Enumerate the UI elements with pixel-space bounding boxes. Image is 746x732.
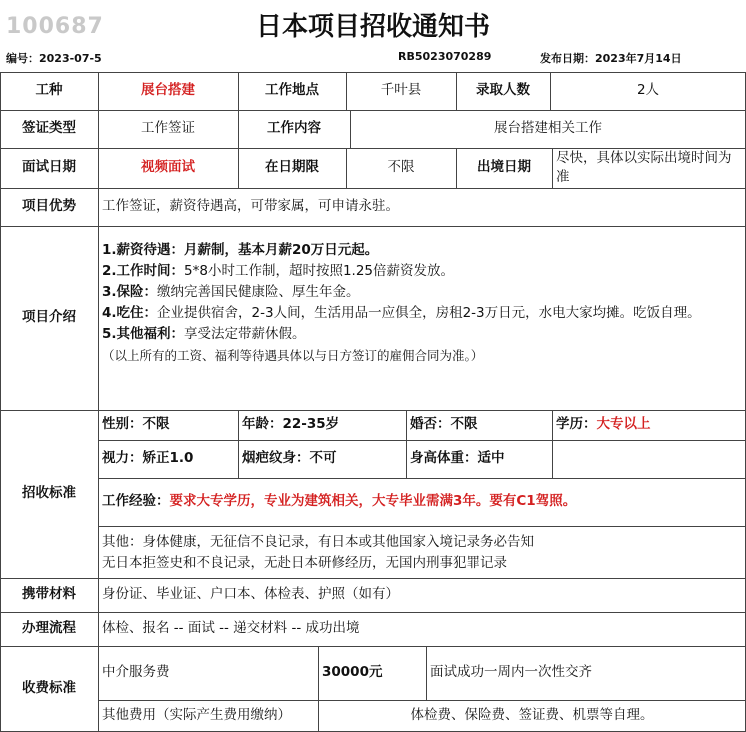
intro-welfare-head: 5.其他福利：	[102, 326, 185, 342]
interview-date-value: 视频面试	[141, 159, 195, 176]
intro-welfare	[102, 324, 742, 345]
watermark: 100687	[6, 14, 104, 39]
interview-date-label: 面试日期	[22, 159, 76, 176]
advantage-text: 工作签证，薪资待遇高，可带家属，可申请永驻。	[102, 198, 399, 215]
fees-other: 其他费用（实际产生费用缴纳）	[102, 706, 291, 723]
criteria-education	[552, 410, 746, 440]
intro-note: （以上所有的工资、福利等待遇具体以与日方签订的雇佣合同为准。）	[102, 348, 484, 363]
intro-food	[102, 303, 742, 324]
criteria-marital: 婚否：不限	[410, 416, 478, 433]
stay-period-label: 在日期限	[265, 159, 319, 176]
publish-date: 发布日期：2023年7月14日	[540, 52, 682, 65]
criteria-vision: 视力：矫正1.0	[102, 450, 194, 467]
work-type-label: 工种	[35, 82, 63, 99]
criteria-age: 年龄：22-35岁	[242, 416, 340, 433]
intro-salary: 1.薪资待遇：月薪制，基本月薪20万日元起。	[102, 242, 379, 258]
fees-other-note: 体检费、保险费、签证费、机票等自理。	[410, 706, 654, 723]
departure-date-label: 出境日期	[477, 159, 531, 176]
intro-content	[102, 240, 742, 366]
process-text: 体检、报名 -- 面试 -- 递交材料 -- 成功出境	[102, 620, 360, 637]
work-location-label: 工作地点	[265, 82, 319, 99]
visa-type-value: 工作签证	[141, 120, 195, 137]
document-number: 编号：2023-07-5	[6, 52, 102, 65]
work-content-label: 工作内容	[267, 120, 321, 137]
criteria-other-line1: 其他：身体健康，无征信不良记录，有日本或其他国家入境记录务必告知	[102, 534, 534, 550]
criteria-experience-value: 要求大专学历，专业为建筑相关，大专毕业需满3年。要有C1驾照。	[169, 493, 577, 510]
stay-period-value: 不限	[387, 159, 415, 176]
criteria-education-value: 大专以上	[596, 416, 651, 433]
criteria-tattoo: 烟疤纹身：不可	[242, 450, 337, 467]
criteria-experience	[98, 478, 746, 526]
fees-agency-note: 面试成功一周内一次性交齐	[430, 664, 592, 681]
intro-insurance-text: 缴纳完善国民健康险、厚生年金。	[157, 284, 360, 300]
advantage-label: 项目优势	[22, 198, 76, 215]
criteria-experience-head: 工作经验：	[102, 493, 170, 510]
work-type-value: 展台搭建	[141, 82, 195, 99]
criteria-gender: 性别：不限	[102, 416, 170, 433]
departure-date-value: 尽快，具体以实际出境时间为准	[556, 150, 732, 185]
work-content-value: 展台搭建相关工作	[494, 120, 602, 137]
page-title: 日本项目招收通知书	[255, 12, 490, 42]
intro-insurance	[102, 282, 742, 303]
intro-hours-text: 5*8小时工作制，超时按照1.25倍薪资发放。	[184, 263, 455, 279]
intro-welfare-text: 享受法定带薪休假。	[184, 326, 306, 342]
table-border	[552, 440, 553, 478]
visa-type-label: 签证类型	[22, 120, 76, 137]
intro-food-head: 4.吃住：	[102, 305, 158, 321]
criteria-other	[102, 532, 742, 574]
process-label: 办理流程	[22, 620, 76, 637]
materials-label: 携带材料	[22, 586, 76, 603]
criteria-other-line2: 无日本拒签史和不良记录，无赴日本研修经历，无国内刑事犯罪记录	[102, 555, 507, 571]
intro-hours-head: 2.工作时间：	[102, 263, 185, 279]
reference-code: RB5023070289	[398, 50, 492, 63]
table-border	[0, 226, 746, 227]
criteria-education-head: 学历：	[556, 416, 597, 433]
materials-text: 身份证、毕业证、户口本、体检表、护照（如有）	[102, 586, 399, 603]
fees-label: 收费标准	[22, 680, 76, 697]
intro-hours	[102, 261, 742, 282]
intro-label: 项目介绍	[22, 309, 76, 326]
criteria-height: 身高体重：适中	[410, 450, 505, 467]
criteria-label: 招收标准	[22, 485, 76, 502]
fees-amount: 30000元	[322, 664, 383, 681]
fees-agency: 中介服务费	[102, 664, 170, 681]
intro-insurance-head: 3.保险：	[102, 284, 158, 300]
hire-count-label: 录取人数	[476, 82, 530, 99]
intro-food-text: 企业提供宿舍，2-3人间，生活用品一应俱全，房租2-3万日元，水电大家均摊。吃饭自理。	[157, 305, 701, 321]
table-border	[98, 526, 746, 527]
work-location-value: 千叶县	[380, 82, 422, 99]
hire-count-value: 2人	[636, 82, 660, 99]
